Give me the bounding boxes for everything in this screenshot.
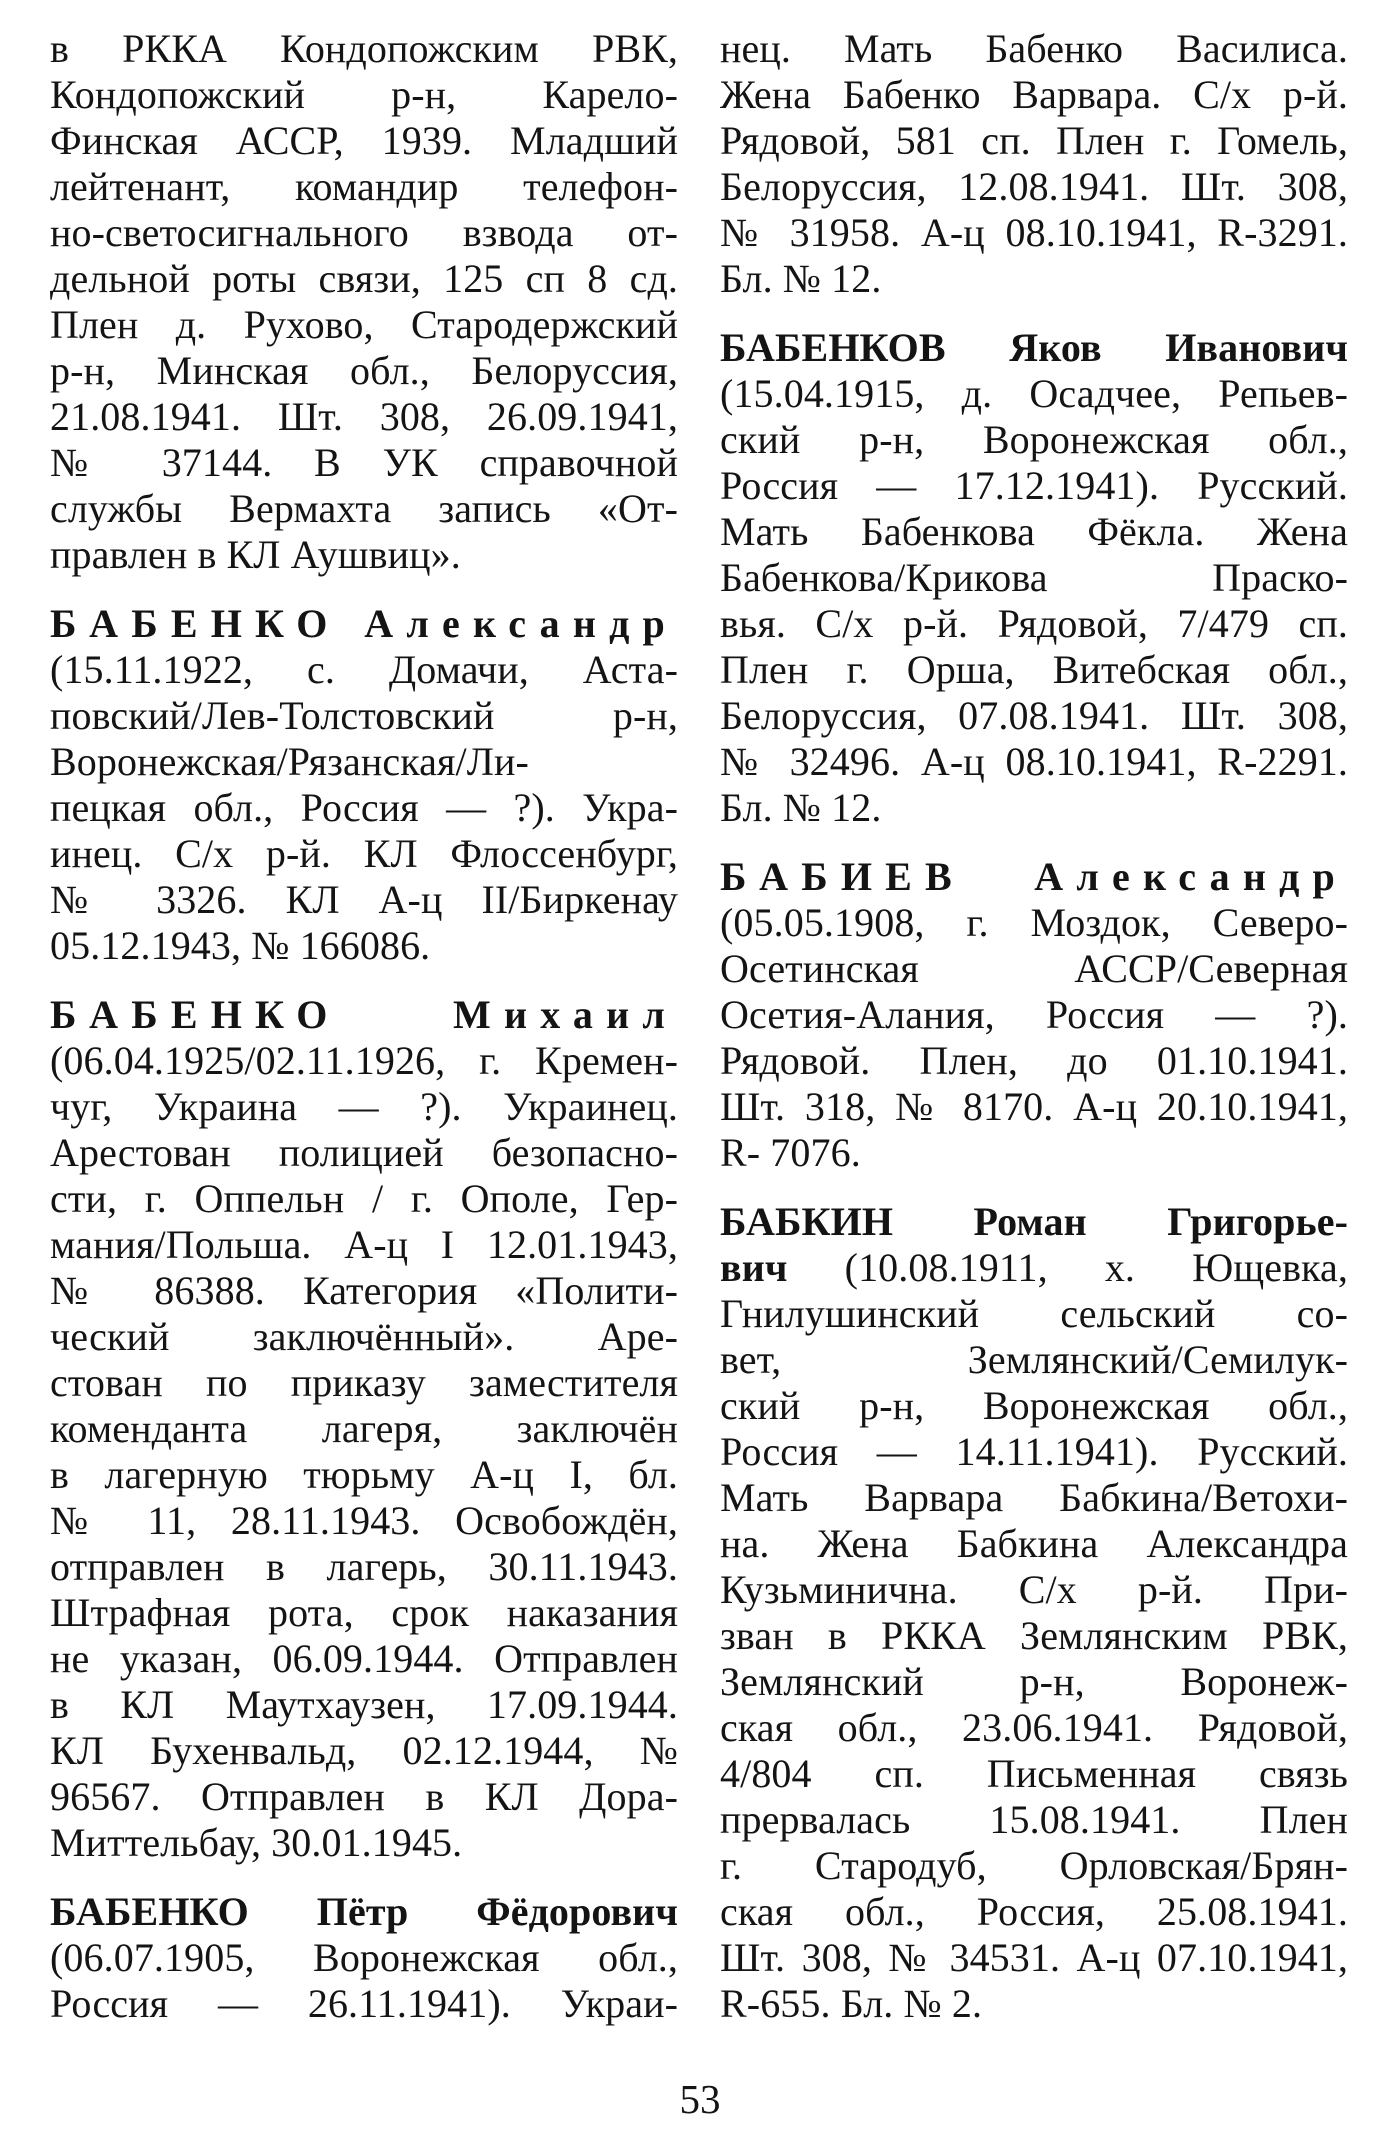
text-line: Рядовой, 581 сп. Плен г. Гомель, (720, 118, 1348, 163)
text-line: Арестован полицией безопасно- (50, 1130, 678, 1175)
text-line: стован по приказу заместителя (50, 1360, 678, 1405)
text-line: 96567. Отправлен в КЛ Дора- (50, 1774, 678, 1819)
text-line: Мать Варвара Бабкина/Ветохи- (720, 1475, 1348, 1520)
text-line: ская обл., 23.06.1941. Рядовой, (720, 1705, 1348, 1750)
right-column (720, 26, 1348, 2027)
text-line: КЛ Бухенвальд, 02.12.1944, № (50, 1728, 678, 1773)
text-line: чуг, Украина — ?). Украинец. (50, 1084, 678, 1129)
entry-heading: БАБИЕВ Александр (720, 854, 1348, 899)
text-line: Россия — 26.11.1941). Украи- (50, 1981, 678, 2026)
text-line: сти, г. Оппельн / г. Ополе, Гер- (50, 1176, 678, 1221)
left-column (50, 26, 678, 2027)
text-line: Миттельбау, 30.01.1945. (50, 1820, 463, 1865)
text-line: Воронежская/Рязанская/Ли- (50, 739, 529, 784)
text-line: г. Стародуб, Орловская/Брян- (720, 1843, 1348, 1888)
text-line: Осетия-Алания, Россия — ?). (720, 992, 1348, 1037)
entry-block (720, 325, 1348, 831)
text-line: прервалась 15.08.1941. Плен (720, 1797, 1348, 1842)
text-line: Рядовой. Плен, до 01.10.1941. (720, 1038, 1348, 1083)
text-line: не указан, 06.09.1944. Отправлен (50, 1636, 678, 1681)
text-line: Шт. 318, № 8170. А-ц 20.10.1941, (720, 1084, 1348, 1129)
text-line: R-655. Бл. № 2. (720, 1981, 983, 2026)
entry-heading: БАБЕНКОВ Яков Иванович (720, 325, 1348, 370)
text-line: в КЛ Маутхаузен, 17.09.1944. (50, 1682, 678, 1727)
entry-block (720, 1199, 1348, 2027)
text-line: Россия — 14.11.1941). Русский. (720, 1429, 1348, 1474)
entry-block (50, 992, 678, 1866)
text-line: Белоруссия, 12.08.1941. Шт. 308, (720, 164, 1348, 209)
text-line: службы Вермахта запись «От- (50, 486, 678, 531)
text-line: правлен в КЛ Аушвиц». (50, 532, 461, 577)
text-line: коменданта лагеря, заключён (50, 1406, 678, 1451)
text-line: повский/Лев-Толстовский р-н, (50, 693, 678, 738)
text-line: 05.12.1943, № 166086. (50, 923, 431, 968)
entry-block (720, 854, 1348, 1176)
text-line: лейтенант, командир телефон- (50, 164, 678, 209)
text-line: отправлен в лагерь, 30.11.1943. (50, 1544, 678, 1589)
text-line: Белоруссия, 07.08.1941. Шт. 308, (720, 693, 1348, 738)
text-line: зван в РККА Землянским РВК, (720, 1613, 1348, 1658)
text-line: Бабенкова/Крикова Праско- (720, 555, 1348, 600)
text-line: р-н, Минская обл., Белоруссия, (50, 348, 678, 393)
text-line: № 37144. В УК справочной (50, 440, 678, 485)
text-line: ский р-н, Воронежская обл., (720, 1383, 1348, 1428)
text-line: Мать Бабенкова Фёкла. Жена (720, 509, 1348, 554)
text-line: Жена Бабенко Варвара. С/х р-й. (720, 72, 1348, 117)
text-line: (15.04.1915, д. Осадчее, Репьев- (720, 371, 1348, 416)
text-line: мания/Польша. А-ц I 12.01.1943, (50, 1222, 678, 1267)
text-line: (06.07.1905, Воронежская обл., (50, 1935, 678, 1980)
text-line: Плен г. Орша, Витебская обл., (720, 647, 1348, 692)
text-line: 4/804 сп. Письменная связь (720, 1751, 1348, 1796)
text-line: ский р-н, Воронежская обл., (720, 417, 1348, 462)
text-line: Плен д. Рухово, Стародержский (50, 302, 678, 347)
entry-block (50, 26, 678, 578)
text-line: № 3326. КЛ А-ц II/Биркенау (50, 877, 678, 922)
text-line: дельной роты связи, 125 сп 8 сд. (50, 256, 678, 301)
text-line: в РККА Кондопожским РВК, (50, 26, 678, 71)
entry-heading: БАБЕНКО Александр (50, 601, 678, 646)
text-line: в лагерную тюрьму А-ц I, бл. (50, 1452, 678, 1497)
text-line: Шт. 308, № 34531. А-ц 07.10.1941, (720, 1935, 1348, 1980)
text-line: R- 7076. (720, 1130, 861, 1175)
page-number: 53 (679, 2076, 721, 2122)
text-line: Финская АССР, 1939. Младший (50, 118, 678, 163)
text-line: (05.05.1908, г. Моздок, Северо- (720, 900, 1348, 945)
entry-block (50, 601, 678, 969)
text-line: № 32496. А-ц 08.10.1941, R-2291. (720, 739, 1348, 784)
text-line: вет, Землянский/Семилук- (720, 1337, 1348, 1382)
text-line: № 31958. А-ц 08.10.1941, R-3291. (720, 210, 1348, 255)
text-columns (50, 26, 1348, 2027)
entry-block (720, 26, 1348, 302)
text-line: Гнилушинский сельский со- (720, 1291, 1348, 1336)
text-line: 21.08.1941. Шт. 308, 26.09.1941, (50, 394, 678, 439)
text-line: пецкая обл., Россия — ?). Укра- (50, 785, 678, 830)
text-line: на. Жена Бабкина Александра (720, 1521, 1348, 1566)
text-line: Кондопожский р-н, Карело- (50, 72, 678, 117)
entry-heading: БАБЕНКО Пётр Фёдорович (50, 1889, 678, 1934)
text-line: инец. С/х р-й. КЛ Флоссенбург, (50, 831, 678, 876)
text-line: Бл. № 12. (720, 785, 882, 830)
text-line: Штрафная рота, срок наказания (50, 1590, 678, 1635)
entry-heading: БАБКИН Роман Григорье- (720, 1199, 1348, 1244)
text-line: Россия — 17.12.1941). Русский. (720, 463, 1348, 508)
text-line: но-светосигнального взвода от- (50, 210, 678, 255)
text-line: (06.04.1925/02.11.1926, г. Кремен- (50, 1038, 678, 1083)
text-line: ская обл., Россия, 25.08.1941. (720, 1889, 1348, 1934)
text-line: № 86388. Категория «Полити- (50, 1268, 678, 1313)
text-line: Осетинская АССР/Северная (720, 946, 1348, 991)
entry-heading: БАБЕНКО Михаил (50, 992, 678, 1037)
text-line: вич (10.08.1911, х. Ющевка, (720, 1245, 1348, 1290)
text-line: (15.11.1922, с. Домачи, Аста- (50, 647, 678, 692)
text-line: ческий заключённый». Аре- (50, 1314, 678, 1359)
text-line: Кузьминична. С/х р-й. При- (720, 1567, 1348, 1612)
text-line: № 11, 28.11.1943. Освобождён, (50, 1498, 678, 1543)
text-line: вья. С/х р-й. Рядовой, 7/479 сп. (720, 601, 1348, 646)
text-line: нец. Мать Бабенко Василиса. (720, 26, 1348, 71)
entry-block (50, 1889, 678, 2027)
text-line: Землянский р-н, Воронеж- (720, 1659, 1348, 1704)
text-line: Бл. № 12. (720, 256, 882, 301)
